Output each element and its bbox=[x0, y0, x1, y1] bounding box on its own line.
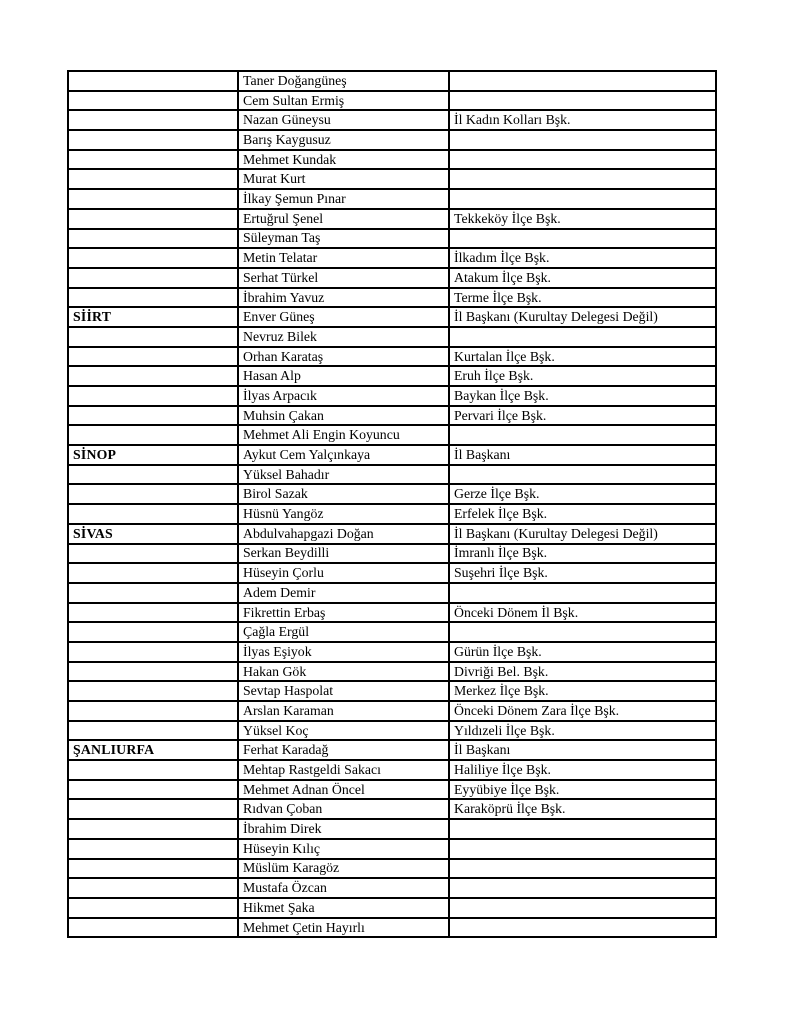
name-cell: Mustafa Özcan bbox=[238, 878, 449, 898]
province-cell bbox=[68, 406, 238, 426]
table-row bbox=[68, 484, 716, 504]
name-cell: Hasan Alp bbox=[238, 366, 449, 386]
table-row bbox=[68, 780, 716, 800]
title-cell: İl Kadın Kolları Bşk. bbox=[449, 110, 716, 130]
name-cell: Süleyman Taş bbox=[238, 229, 449, 249]
title-cell: Suşehri İlçe Bşk. bbox=[449, 563, 716, 583]
table-row bbox=[68, 169, 716, 189]
title-cell bbox=[449, 583, 716, 603]
name-cell: Barış Kaygusuz bbox=[238, 130, 449, 150]
title-cell: Eruh İlçe Bşk. bbox=[449, 366, 716, 386]
table-row bbox=[68, 288, 716, 308]
table-row bbox=[68, 524, 716, 544]
province-cell bbox=[68, 563, 238, 583]
title-cell bbox=[449, 169, 716, 189]
province-cell bbox=[68, 681, 238, 701]
title-cell: Baykan İlçe Bşk. bbox=[449, 386, 716, 406]
name-cell: Aykut Cem Yalçınkaya bbox=[238, 445, 449, 465]
title-cell bbox=[449, 189, 716, 209]
province-cell: SİNOP bbox=[68, 445, 238, 465]
province-cell bbox=[68, 71, 238, 91]
table-row bbox=[68, 366, 716, 386]
province-cell bbox=[68, 110, 238, 130]
province-cell: ŞANLIURFA bbox=[68, 740, 238, 760]
province-cell bbox=[68, 780, 238, 800]
province-cell bbox=[68, 583, 238, 603]
name-cell: Arslan Karaman bbox=[238, 701, 449, 721]
name-cell: Mehmet Kundak bbox=[238, 150, 449, 170]
title-cell: Merkez İlçe Bşk. bbox=[449, 681, 716, 701]
name-cell: Ertuğrul Şenel bbox=[238, 209, 449, 229]
table-row bbox=[68, 583, 716, 603]
table-row bbox=[68, 465, 716, 485]
title-cell bbox=[449, 898, 716, 918]
name-cell: Serhat Türkel bbox=[238, 268, 449, 288]
province-cell bbox=[68, 760, 238, 780]
name-cell: İlkay Şemun Pınar bbox=[238, 189, 449, 209]
province-cell bbox=[68, 603, 238, 623]
table-row bbox=[68, 878, 716, 898]
name-cell: İlyas Eşiyok bbox=[238, 642, 449, 662]
table-row bbox=[68, 71, 716, 91]
name-cell: Çağla Ergül bbox=[238, 622, 449, 642]
table-row bbox=[68, 110, 716, 130]
title-cell bbox=[449, 465, 716, 485]
name-cell: Abdulvahapgazi Doğan bbox=[238, 524, 449, 544]
name-cell: Murat Kurt bbox=[238, 169, 449, 189]
table-row bbox=[68, 701, 716, 721]
title-cell: Terme İlçe Bşk. bbox=[449, 288, 716, 308]
province-cell bbox=[68, 701, 238, 721]
table-row bbox=[68, 563, 716, 583]
title-cell bbox=[449, 878, 716, 898]
province-cell bbox=[68, 189, 238, 209]
title-cell bbox=[449, 91, 716, 111]
table-row bbox=[68, 248, 716, 268]
title-cell bbox=[449, 71, 716, 91]
title-cell: İl Başkanı bbox=[449, 445, 716, 465]
name-cell: Nazan Güneysu bbox=[238, 110, 449, 130]
title-cell: İl Başkanı (Kurultay Delegesi Değil) bbox=[449, 307, 716, 327]
name-cell: Mehmet Ali Engin Koyuncu bbox=[238, 425, 449, 445]
province-cell bbox=[68, 386, 238, 406]
title-cell bbox=[449, 425, 716, 445]
province-cell bbox=[68, 878, 238, 898]
name-cell: Fikrettin Erbaş bbox=[238, 603, 449, 623]
table-row bbox=[68, 504, 716, 524]
title-cell: Yıldızeli İlçe Bşk. bbox=[449, 721, 716, 741]
province-cell bbox=[68, 544, 238, 564]
province-cell bbox=[68, 268, 238, 288]
name-cell: Yüksel Koç bbox=[238, 721, 449, 741]
name-cell: İbrahim Direk bbox=[238, 819, 449, 839]
title-cell: Kurtalan İlçe Bşk. bbox=[449, 347, 716, 367]
title-cell: Önceki Dönem Zara İlçe Bşk. bbox=[449, 701, 716, 721]
name-cell: Yüksel Bahadır bbox=[238, 465, 449, 485]
name-cell: Hüseyin Kılıç bbox=[238, 839, 449, 859]
name-cell: Metin Telatar bbox=[238, 248, 449, 268]
title-cell: Önceki Dönem İl Bşk. bbox=[449, 603, 716, 623]
province-cell bbox=[68, 91, 238, 111]
name-cell: Müslüm Karagöz bbox=[238, 859, 449, 879]
table-row bbox=[68, 819, 716, 839]
name-cell: Ferhat Karadağ bbox=[238, 740, 449, 760]
title-cell bbox=[449, 859, 716, 879]
province-cell bbox=[68, 130, 238, 150]
title-cell: İmranlı İlçe Bşk. bbox=[449, 544, 716, 564]
name-cell: Hüseyin Çorlu bbox=[238, 563, 449, 583]
name-cell: Birol Sazak bbox=[238, 484, 449, 504]
name-cell: Adem Demir bbox=[238, 583, 449, 603]
delegates-table bbox=[67, 70, 717, 938]
table-row bbox=[68, 662, 716, 682]
province-cell bbox=[68, 465, 238, 485]
title-cell: Erfelek İlçe Bşk. bbox=[449, 504, 716, 524]
province-cell bbox=[68, 366, 238, 386]
title-cell: Pervari İlçe Bşk. bbox=[449, 406, 716, 426]
province-cell bbox=[68, 150, 238, 170]
province-cell bbox=[68, 229, 238, 249]
title-cell bbox=[449, 327, 716, 347]
name-cell: Mehtap Rastgeldi Sakacı bbox=[238, 760, 449, 780]
title-cell bbox=[449, 918, 716, 938]
title-cell bbox=[449, 150, 716, 170]
name-cell: Sevtap Haspolat bbox=[238, 681, 449, 701]
title-cell bbox=[449, 839, 716, 859]
title-cell: İl Başkanı bbox=[449, 740, 716, 760]
table-row bbox=[68, 740, 716, 760]
table-row bbox=[68, 91, 716, 111]
province-cell bbox=[68, 799, 238, 819]
table-row bbox=[68, 898, 716, 918]
table-row bbox=[68, 859, 716, 879]
table-row bbox=[68, 327, 716, 347]
title-cell bbox=[449, 819, 716, 839]
name-cell: Mehmet Çetin Hayırlı bbox=[238, 918, 449, 938]
table-row bbox=[68, 642, 716, 662]
title-cell bbox=[449, 622, 716, 642]
title-cell: Tekkeköy İlçe Bşk. bbox=[449, 209, 716, 229]
table-row bbox=[68, 681, 716, 701]
table-row bbox=[68, 721, 716, 741]
province-cell bbox=[68, 721, 238, 741]
title-cell bbox=[449, 130, 716, 150]
name-cell: Muhsin Çakan bbox=[238, 406, 449, 426]
province-cell bbox=[68, 484, 238, 504]
province-cell bbox=[68, 425, 238, 445]
name-cell: Rıdvan Çoban bbox=[238, 799, 449, 819]
title-cell: Gerze İlçe Bşk. bbox=[449, 484, 716, 504]
province-cell bbox=[68, 209, 238, 229]
province-cell bbox=[68, 819, 238, 839]
table-row bbox=[68, 622, 716, 642]
name-cell: Cem Sultan Ermiş bbox=[238, 91, 449, 111]
table-row bbox=[68, 425, 716, 445]
document-page bbox=[67, 70, 717, 938]
province-cell bbox=[68, 859, 238, 879]
name-cell: Enver Güneş bbox=[238, 307, 449, 327]
table-row bbox=[68, 544, 716, 564]
title-cell: Divriği Bel. Bşk. bbox=[449, 662, 716, 682]
table-row bbox=[68, 445, 716, 465]
table-row bbox=[68, 347, 716, 367]
title-cell: Eyyübiye İlçe Bşk. bbox=[449, 780, 716, 800]
name-cell: Hakan Gök bbox=[238, 662, 449, 682]
name-cell: Taner Doğangüneş bbox=[238, 71, 449, 91]
table-row bbox=[68, 839, 716, 859]
name-cell: Nevruz Bilek bbox=[238, 327, 449, 347]
table-row bbox=[68, 760, 716, 780]
name-cell: Hikmet Şaka bbox=[238, 898, 449, 918]
delegates-table-body bbox=[68, 71, 716, 937]
title-cell: Atakum İlçe Bşk. bbox=[449, 268, 716, 288]
name-cell: Hüsnü Yangöz bbox=[238, 504, 449, 524]
province-cell bbox=[68, 288, 238, 308]
table-row bbox=[68, 130, 716, 150]
title-cell: Haliliye İlçe Bşk. bbox=[449, 760, 716, 780]
name-cell: Mehmet Adnan Öncel bbox=[238, 780, 449, 800]
province-cell bbox=[68, 327, 238, 347]
name-cell: Serkan Beydilli bbox=[238, 544, 449, 564]
table-row bbox=[68, 386, 716, 406]
province-cell: SİVAS bbox=[68, 524, 238, 544]
province-cell bbox=[68, 504, 238, 524]
table-row bbox=[68, 799, 716, 819]
title-cell: Karaköprü İlçe Bşk. bbox=[449, 799, 716, 819]
province-cell bbox=[68, 918, 238, 938]
province-cell bbox=[68, 898, 238, 918]
table-row bbox=[68, 229, 716, 249]
province-cell bbox=[68, 347, 238, 367]
title-cell: Gürün İlçe Bşk. bbox=[449, 642, 716, 662]
table-row bbox=[68, 209, 716, 229]
title-cell bbox=[449, 229, 716, 249]
table-row bbox=[68, 307, 716, 327]
table-row bbox=[68, 603, 716, 623]
table-row bbox=[68, 268, 716, 288]
title-cell: İl Başkanı (Kurultay Delegesi Değil) bbox=[449, 524, 716, 544]
province-cell bbox=[68, 248, 238, 268]
table-row bbox=[68, 189, 716, 209]
name-cell: İbrahim Yavuz bbox=[238, 288, 449, 308]
name-cell: İlyas Arpacık bbox=[238, 386, 449, 406]
name-cell: Orhan Karataş bbox=[238, 347, 449, 367]
table-row bbox=[68, 150, 716, 170]
table-row bbox=[68, 406, 716, 426]
title-cell: İlkadım İlçe Bşk. bbox=[449, 248, 716, 268]
province-cell bbox=[68, 622, 238, 642]
province-cell bbox=[68, 642, 238, 662]
province-cell bbox=[68, 662, 238, 682]
province-cell bbox=[68, 169, 238, 189]
table-row bbox=[68, 918, 716, 938]
province-cell bbox=[68, 839, 238, 859]
province-cell: SİİRT bbox=[68, 307, 238, 327]
